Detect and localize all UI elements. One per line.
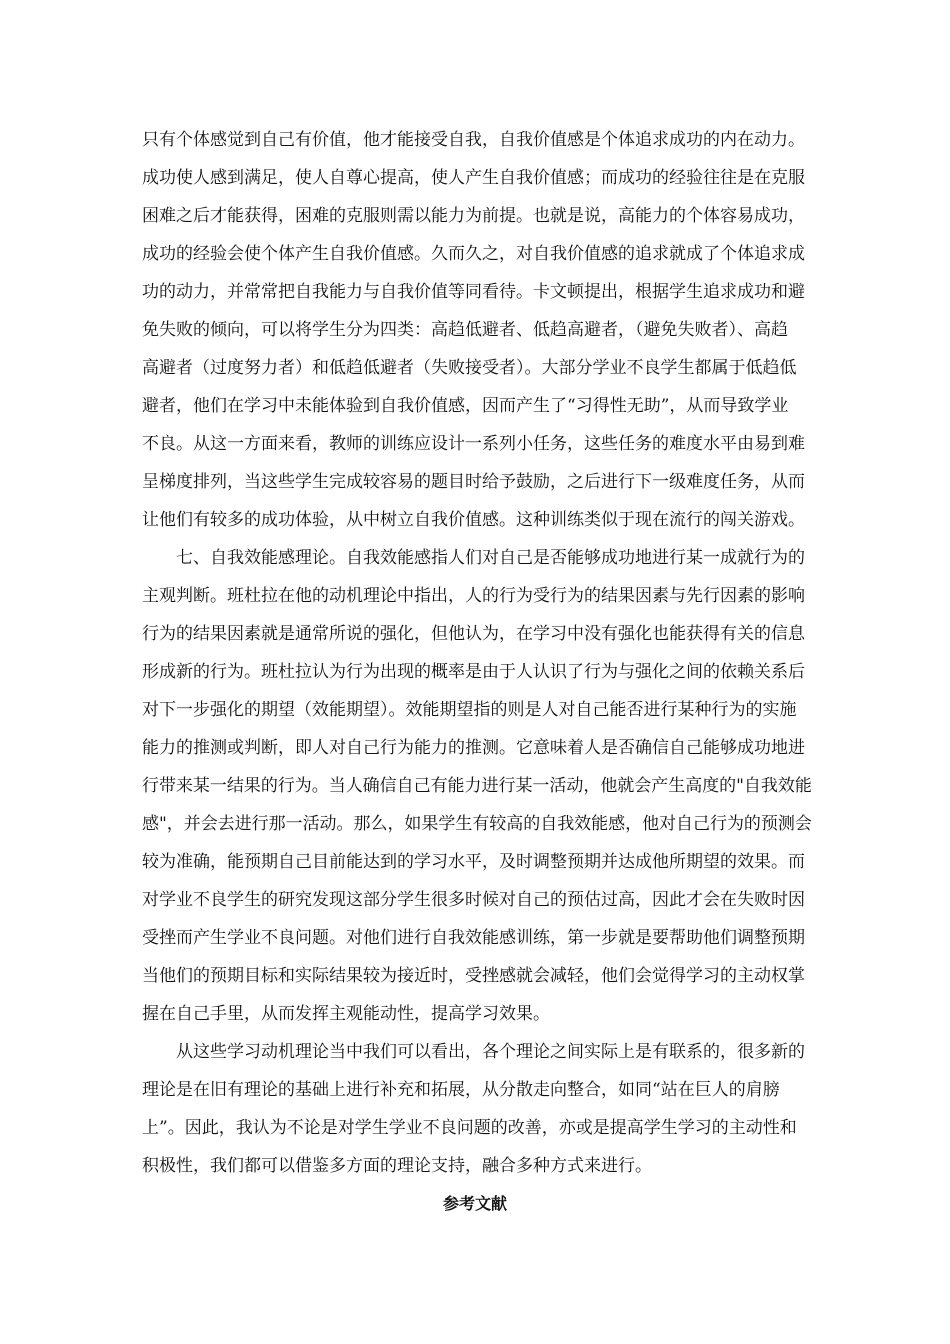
text-line: 成功的经验会使个体产生自我价值感。久而久之，对自我价值感的追求就成了个体追求成	[142, 244, 805, 264]
text-line: 行为的结果因素就是通常所说的强化，但他认为，在学习中没有强化也能获得有关的信息	[142, 624, 805, 644]
text-line: 对下一步强化的期望（效能期望）。效能期望指的则是人对自己能否进行某种行为的实施	[142, 700, 797, 720]
text-line: 握在自己手里，从而发挥主观能动性，提高学习效果。	[142, 1004, 550, 1024]
text-line: 只有个体感觉到自己有价值，他才能接受自我，自我价值感是个体追求成功的内在动力。	[142, 130, 805, 150]
text-line: 上”。因此，我认为不论是对学生学业不良问题的改善，亦或是提高学生学习的主动性和	[142, 1118, 797, 1138]
text-line: 让他们有较多的成功体验，从中树立自我价值感。这种训练类似于现在流行的闯关游戏。	[142, 510, 805, 530]
text-line: 成功使人感到满足，使人自尊心提高，使人产生自我价值感；而成功的经验往往是在克服	[142, 168, 805, 188]
text-line: 从这些学习动机理论当中我们可以看出，各个理论之间实际上是有联系的，很多新的	[176, 1042, 805, 1062]
text-line: 七、自我效能感理论。自我效能感指人们对自己是否能够成功地进行某一成就行为的	[176, 548, 805, 568]
text-line: 不良。从这一方面来看，教师的训练应设计一系列小任务，这些任务的难度水平由易到难	[142, 434, 805, 454]
text-line: 能力的推测或判断，即人对自己行为能力的推测。它意味着人是否确信自己能够成功地进	[142, 738, 805, 758]
text-line: 对学业不良学生的研究发现这部分学生很多时候对自己的预估过高，因此才会在失败时因	[142, 890, 805, 910]
text-line: 受挫而产生学业不良问题。对他们进行自我效能感训练，第一步就是要帮助他们调整预期	[142, 928, 805, 948]
text-line: 主观判断。班杜拉在他的动机理论中指出，人的行为受行为的结果因素与先行因素的影响	[142, 586, 805, 606]
text-line: 功的动力，并常常把自我能力与自我价值等同看待。卡文顿提出，根据学生追求成功和避	[142, 282, 805, 302]
text-line: 理论是在旧有理论的基础上进行补充和拓展，从分散走向整合，如同“站在巨人的肩膀	[142, 1080, 780, 1100]
references-heading: 参考文献	[442, 1194, 507, 1213]
text-line: 呈梯度排列，当这些学生完成较容易的题目时给予鼓励，之后进行下一级难度任务，从而	[142, 472, 805, 492]
text-line: 形成新的行为。班杜拉认为行为出现的概率是由于人认识了行为与强化之间的依赖关系后	[142, 662, 805, 682]
text-line: 困难之后才能获得，困难的克服则需以能力为前提。也就是说，高能力的个体容易成功，	[142, 206, 805, 226]
text-line: 较为准确，能预期自己目前能达到的学习水平，及时调整预期并达成他所期望的效果。而	[142, 852, 805, 872]
text-line: 当他们的预期目标和实际结果较为接近时，受挫感就会减轻，他们会觉得学习的主动权掌	[142, 966, 805, 986]
text-line: 高避者（过度努力者）和低趋低避者（失败接受者）。大部分学业不良学生都属于低趋低	[142, 358, 797, 378]
text-line: 行带来某一结果的行为。当人确信自己有能力进行某一活动，他就会产生高度的"自我效能	[142, 776, 812, 796]
text-line: 免失败的倾向，可以将学生分为四类：高趋低避者、低趋高避者，（避免失败者）、高趋	[142, 320, 788, 340]
text-line: 避者，他们在学习中未能体验到自我价值感，因而产生了“习得性无助”，从而导致学业	[142, 396, 789, 416]
text-line: 感"，并会去进行那一活动。那么，如果学生有较高的自我效能感，他对自己行为的预测会	[142, 814, 812, 834]
text-line: 积极性，我们都可以借鉴多方面的理论支持，融合多种方式来进行。	[142, 1156, 652, 1176]
